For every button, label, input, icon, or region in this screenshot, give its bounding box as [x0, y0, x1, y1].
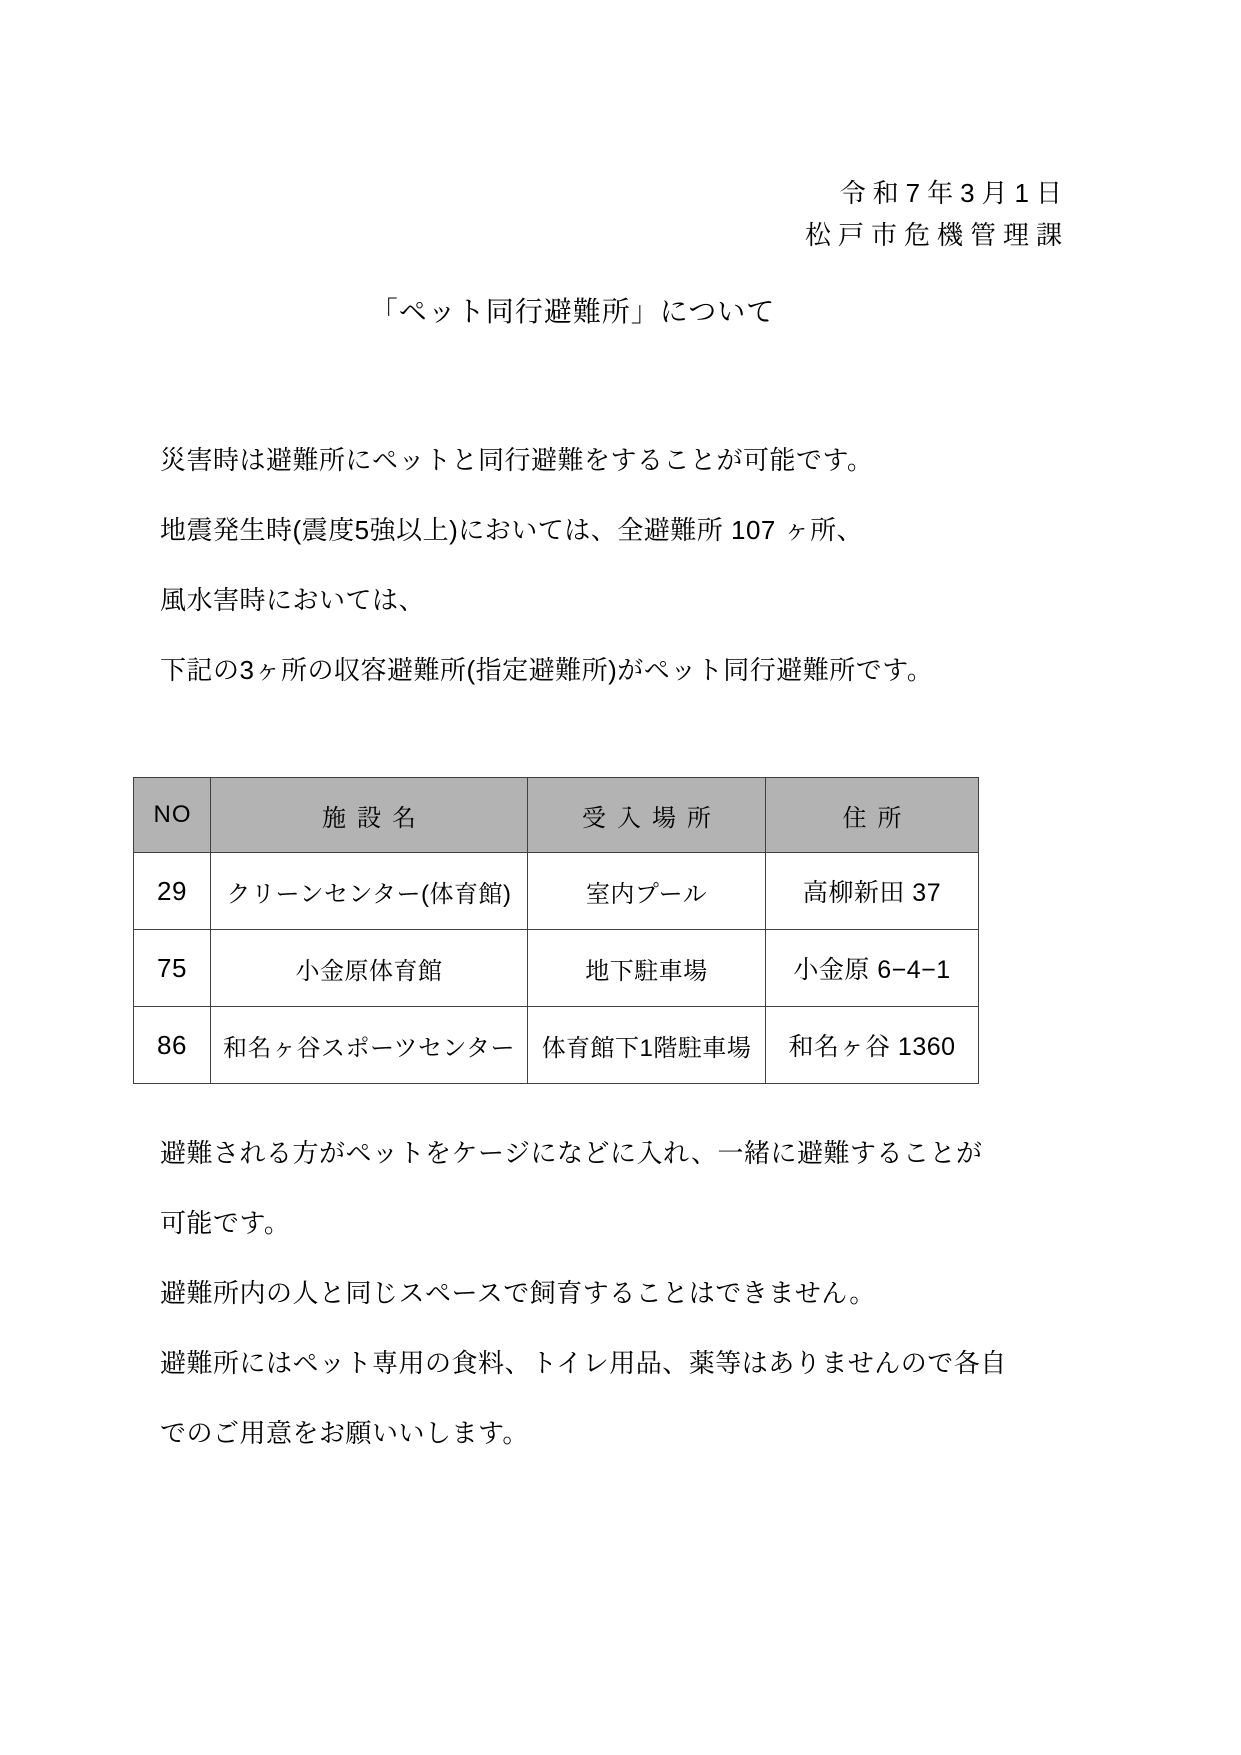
cell-no: 86 [134, 1007, 211, 1084]
column-header-address: 住所 [766, 778, 979, 853]
intro-line: 風水害時においては、 [160, 585, 426, 615]
closing-line: 避難される方がペットをケージになどに入れ、一緒に避難することが [160, 1138, 983, 1168]
title-row [0, 290, 1241, 330]
cell-place: 体育館下1階駐車場 [528, 1007, 766, 1084]
closing-paragraphs [160, 1118, 1181, 1468]
cell-facility: クリーンセンター(体育館) [211, 853, 528, 930]
cell-facility: 小金原体育館 [211, 930, 528, 1007]
closing-line: 可能です。 [160, 1208, 291, 1238]
cell-facility: 和名ヶ谷スポーツセンター [211, 1007, 528, 1084]
cell-address: 小金原 6−4−1 [766, 930, 979, 1007]
document-title: 「ペット同行避難所」について [369, 296, 776, 327]
closing-line: 避難所内の人と同じスペースで飼育することはできません。 [160, 1278, 876, 1308]
closing-line: 避難所にはペット専用の食料、トイレ用品、薬等はありませんので各自 [160, 1348, 1007, 1378]
intro-line: 災害時は避難所にペットと同行避難をすることが可能です。 [160, 445, 874, 475]
cell-address: 和名ヶ谷 1360 [766, 1007, 979, 1084]
table-header-row [134, 778, 979, 853]
table-row [134, 853, 979, 930]
intro-paragraphs [160, 425, 1161, 705]
shelter-table [133, 777, 979, 1084]
cell-address: 高柳新田 37 [766, 853, 979, 930]
intro-line: 下記の3ヶ所の収容避難所(指定避難所)がペット同行避難所です。 [160, 655, 934, 685]
closing-line: でのご用意をお願いいします。 [160, 1418, 529, 1448]
cell-no: 75 [134, 930, 211, 1007]
document-date: 令和7年3月1日 [839, 178, 1069, 208]
table-row [134, 1007, 979, 1084]
document-department: 松戸市危機管理課 [804, 220, 1069, 250]
intro-line: 地震発生時(震度5強以上)においては、全避難所 107 ヶ所、 [160, 515, 864, 545]
table-row [134, 930, 979, 1007]
column-header-facility: 施設名 [211, 778, 528, 853]
cell-place: 室内プール [528, 853, 766, 930]
column-header-no: NO [134, 778, 211, 853]
column-header-place: 受入場所 [528, 778, 766, 853]
sender-block [0, 0, 1241, 256]
cell-no: 29 [134, 853, 211, 930]
cell-place: 地下駐車場 [528, 930, 766, 1007]
